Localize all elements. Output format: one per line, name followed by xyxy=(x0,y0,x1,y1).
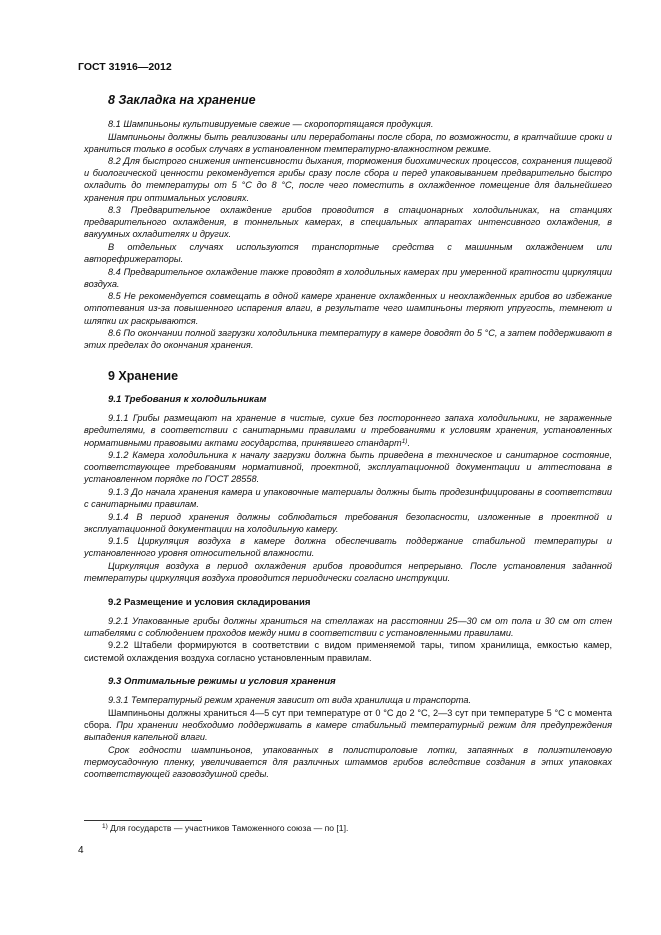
paragraph-9-3-1-c: Срок годности шампиньонов, упакованных в полистироловые лотки, запаянных в полиэтиленовую термоусадочную пленку, увеличивается для различных штаммов грибов вследствие создания в этих упаковках соответствующей газовоздушной среды. xyxy=(84,744,612,779)
footnote-ref: 1) xyxy=(401,437,408,445)
paragraph-8-1-b: Шампиньоны должны быть реализованы или переработаны после сбора, по возможности, в кратчайшие сроки и храниться только в особых случаях в установленном температурно-влажностном режиме. xyxy=(84,131,612,154)
paragraph-9-2-1: 9.2.1 Упакованные грибы должны храниться на стеллажах на расстоянии 25—30 см от пола и 30 см от стен штабелями с соблюдением проходов между ними в соответствии с установленными правилами. xyxy=(84,615,612,638)
section-9-title: 9 Хранение xyxy=(108,369,179,384)
paragraph-8-3: 8.3 Предварительное охлаждение грибов проводится в стационарных холодильниках, на станциях предварительного охлаждения, в тоннельных камерах, в специальных аппаратах интенсивного охлаждения, в вакуумных охладителях и других. xyxy=(84,205,612,240)
subsection-9-1-title: 9.1 Требования к холодильникам xyxy=(108,394,267,406)
paragraph-9-1-1: 9.1.1 Грибы размещают на хранение в чистые, сухие без постороннего запаха холодильники, не зараженные вредителями, в соответствии с санитарными правилами и требованиями к условиям хранения, установленных нормативными правовыми актами государства, принявшего стандарт$^{1)}$. xyxy=(84,413,612,448)
paragraph-9-1-1-text: 9.1.1 Грибы размещают на хранение в чистые, сухие без постороннего запаха холодильники, не зараженные вредителями, в соответствии с санитарными правилами и требованиями к условиям хранения, установленных нормативными правовыми актами государства, принявшего стандарт xyxy=(84,413,612,448)
paragraph-9-1-5: 9.1.5 Циркуляция воздуха в камере должна обеспечивать поддержание стабильной температуры и установленного уровня относительной влажности. xyxy=(84,536,612,559)
document-header: ГОСТ 31916—2012 xyxy=(78,61,172,73)
subsection-9-2-title: 9.2 Размещение и условия складирования xyxy=(108,596,311,608)
paragraph-8-6: 8.6 По окончании полной загрузки холодильника температуру в камере доводят до 5 °С, а затем поддерживают в этих пределах до окончания хранения. xyxy=(84,328,612,351)
paragraph-8-5: 8.5 Не рекомендуется совмещать в одной камере хранение охлажденных и неохлажденных грибов во избежание отпотевания из-за повышенного испарения влаги, в результате чего шампиньоны теряют упругость, темнеют и шляпки их раскрываются. xyxy=(84,291,612,326)
paragraph-9-1-3: 9.1.3 До начала хранения камера и упаковочные материалы должны быть продезинфицированы в соответствии с санитарными правилам. xyxy=(84,486,612,510)
page-number: 4 xyxy=(78,845,84,856)
paragraph-8-1: 8.1 Шампиньоны культивируемые свежие — скоропортящаяся продукция. xyxy=(108,119,434,129)
paragraph-8-3-b: В отдельных случаях используются транспортные средства с машинным охлаждением или авторефрижераторы. xyxy=(84,241,612,265)
footnote-divider xyxy=(84,820,202,821)
paragraph-9-1-5-b: Циркуляция воздуха в период охлаждения грибов проводится непрерывно. После установления заданной температуры циркуляция воздуха проводится периодически согласно инструкции. xyxy=(84,561,612,584)
paragraph-9-3-1-b-plain: Шампиньоны должны храниться 4—5 сут при температуре от 0 °С до 2 °С, 2—3 сут при температуре 5 °С с момента сбора. xyxy=(84,707,612,730)
subsection-9-3-title: 9.3 Оптимальные режимы и условия хранения xyxy=(108,676,336,688)
paragraph-9-1-2: 9.1.2 Камера холодильника к началу загрузки должна быть приведена в техническое и санитарное состояние, соответствующее требованиям нормативной, проектной, эксплуатационной документации и аттестована в установленном порядке по ГОСТ 28558. xyxy=(84,450,612,485)
paragraph-9-3-1-b-italic: При хранении необходимо поддерживать в камере стабильный температурный режим для предупреждения выпадения капельной влаги. xyxy=(84,719,612,743)
footnote-text: Для государств — участников Таможенного союза — по [1]. xyxy=(107,823,349,833)
section-8-title: 8 Закладка на хранение xyxy=(108,93,256,107)
paragraph-9-3-1: 9.3.1 Температурный режим хранения зависит от вида хранилища и транспорта. xyxy=(108,695,472,706)
paragraph-8-2: 8.2 Для быстрого снижения интенсивности дыхания, торможения биохимических процессов, сохранения пищевой и биологической ценности рекомендуется грибы сразу после сбора и перед упаковыванием предварительно быстро охладить до температуры от 5 °С до 8 °С, после чего поместить в охлажденное помещение для дальнейшего хранения при оптимальных условиях. xyxy=(84,156,612,203)
paragraph-9-1-4: 9.1.4 В период хранения должны соблюдаться требования безопасности, изложенные в проектной и эксплуатационной документации на холодильную камеру. xyxy=(84,511,612,534)
paragraph-9-3-1-b xyxy=(84,707,612,743)
paragraph-8-4: 8.4 Предварительное охлаждение также проводят в холодильных камерах при умеренной кратности циркуляции воздуха. xyxy=(84,266,612,289)
paragraph-9-2-2: 9.2.2 Штабели формируются в соответствии с видом применяемой тары, типом хранилища, емкостью камер, системой охлаждения воздуха согласно установленным правилам. xyxy=(84,640,612,663)
footnote-mark: 1) xyxy=(102,823,108,830)
footnote xyxy=(102,822,348,834)
page-content xyxy=(84,92,612,780)
